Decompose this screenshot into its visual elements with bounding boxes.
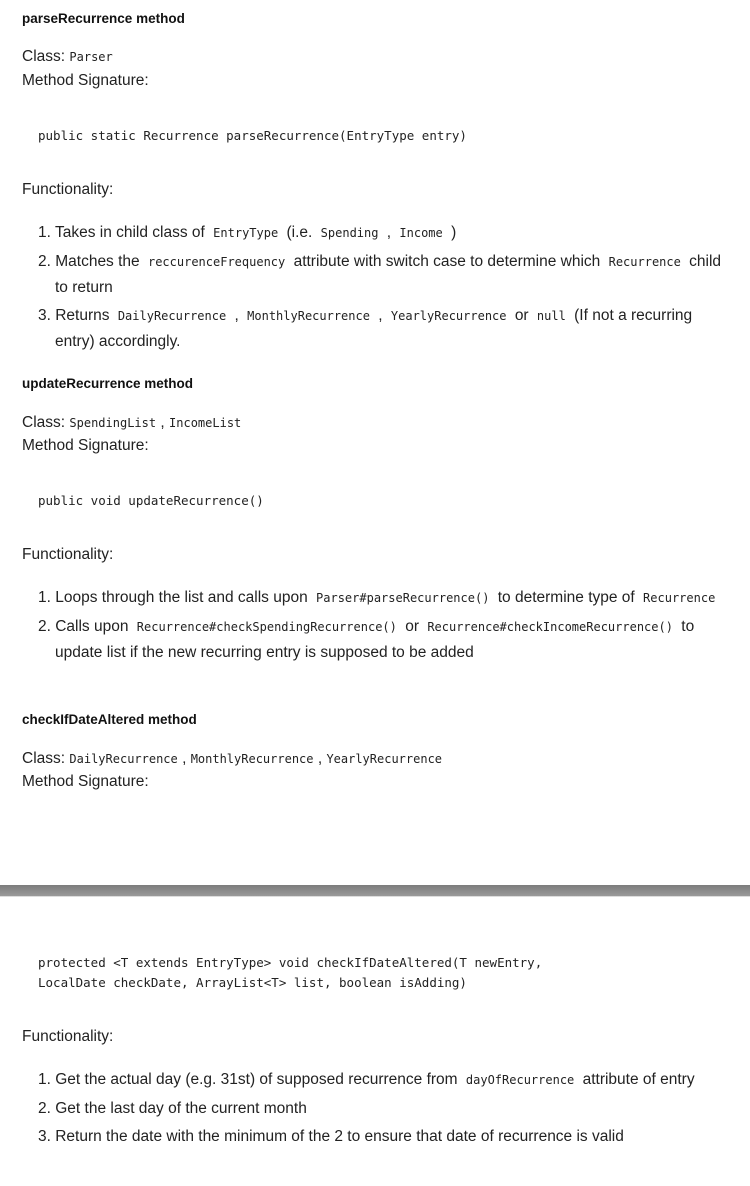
signature-label: Method Signature: (22, 773, 149, 790)
class-label: Class: (22, 750, 66, 767)
class-name: DailyRecurrence (69, 752, 178, 766)
functionality-label: Functionality: (22, 1028, 114, 1045)
class-line: Class: SpendingList , IncomeList (22, 414, 242, 431)
item-text: 1. Loops through the list and calls upon (38, 589, 308, 606)
item-text: 1. Takes in child class of (38, 224, 205, 241)
inline-code: Recurrence (608, 255, 681, 269)
item-text: 1. Get the actual day (e.g. 31st) of supposed recurrence from (38, 1071, 458, 1088)
inline-code: null (536, 309, 566, 323)
inline-code: Spending (320, 226, 379, 240)
class-name: YearlyRecurrence (326, 752, 443, 766)
item-text: , (378, 307, 383, 324)
item-text: 3. Returns (38, 307, 110, 324)
list-item (0, 220, 728, 246)
item-text: child to return (55, 253, 722, 296)
inline-code: DailyRecurrence (117, 309, 227, 323)
inline-code: Recurrence#checkSpendingRecurrence() (136, 620, 397, 634)
inline-code: reccurenceFrequency (147, 255, 286, 269)
item-text: 2. Matches the (38, 253, 140, 270)
item-text: to determine type of (497, 589, 635, 606)
functionality-list (0, 220, 728, 357)
item-text: or (514, 307, 529, 324)
class-name: Parser (69, 50, 113, 64)
page-break-divider (0, 885, 750, 897)
inline-code: Recurrence (643, 591, 716, 605)
item-text: 2. Get the last day of the current month (38, 1100, 307, 1117)
class-label: Class: (22, 414, 66, 431)
list-item (0, 614, 728, 665)
list-item (0, 249, 728, 300)
item-text: 2. Calls upon (38, 618, 129, 635)
item-text: attribute with switch case to determine which (293, 253, 601, 270)
item-text: , (386, 224, 392, 241)
class-name: SpendingList (69, 416, 157, 430)
section-title: updateRecurrence method (22, 376, 194, 391)
inline-code: Income (399, 226, 443, 240)
item-text: to update list if the new recurring entry is supposed to be added (55, 618, 695, 661)
method-signature-code (38, 126, 467, 146)
item-text: ) (451, 224, 457, 241)
code-line: LocalDate checkDate, ArrayList<T> list, boolean isAdding) (38, 975, 467, 990)
list-item (0, 585, 728, 611)
inline-code: YearlyRecurrence (390, 309, 507, 323)
method-signature-code (38, 953, 542, 993)
functionality-list (0, 1067, 728, 1152)
list-item (0, 1096, 728, 1121)
class-line (22, 46, 113, 68)
functionality-label: Functionality: (22, 181, 114, 198)
code-line: protected <T extends EntryType> void checkIfDateAltered(T newEntry, (38, 955, 543, 970)
code-line: public static Recurrence parseRecurrence(EntryType entry) (38, 128, 467, 143)
list-item (0, 1124, 728, 1149)
functionality-label: Functionality: (22, 546, 114, 563)
item-text: (If not a recurring entry) accordingly. (55, 307, 693, 350)
inline-code: Parser#parseRecurrence() (316, 591, 490, 605)
list-item (0, 1067, 728, 1093)
signature-label: Method Signature: (22, 437, 149, 454)
item-text: 3. Return the date with the minimum of the 2 to ensure that date of recurrence is valid (38, 1128, 624, 1145)
class-name: MonthlyRecurrence (190, 752, 314, 766)
class-line: Class: DailyRecurrence , MonthlyRecurrence , YearlyRecurrence (22, 750, 443, 767)
code-line: public void updateRecurrence() (38, 493, 264, 508)
inline-code: EntryType (213, 226, 279, 240)
item-text: (i.e. (286, 224, 313, 241)
section-title: parseRecurrence method (22, 11, 185, 26)
functionality-list (0, 585, 728, 668)
item-text: or (405, 618, 419, 635)
inline-code: MonthlyRecurrence (247, 309, 370, 323)
list-item (0, 303, 728, 354)
class-name: IncomeList (169, 416, 242, 430)
method-signature-code (38, 491, 264, 511)
section-title: checkIfDateAltered method (22, 712, 197, 727)
item-text: attribute of entry (582, 1071, 695, 1088)
class-label: Class: (22, 48, 66, 65)
inline-code: dayOfRecurrence (465, 1073, 575, 1087)
inline-code: Recurrence#checkIncomeRecurrence() (427, 620, 673, 634)
item-text: , (234, 307, 239, 324)
signature-label: Method Signature: (22, 72, 149, 89)
